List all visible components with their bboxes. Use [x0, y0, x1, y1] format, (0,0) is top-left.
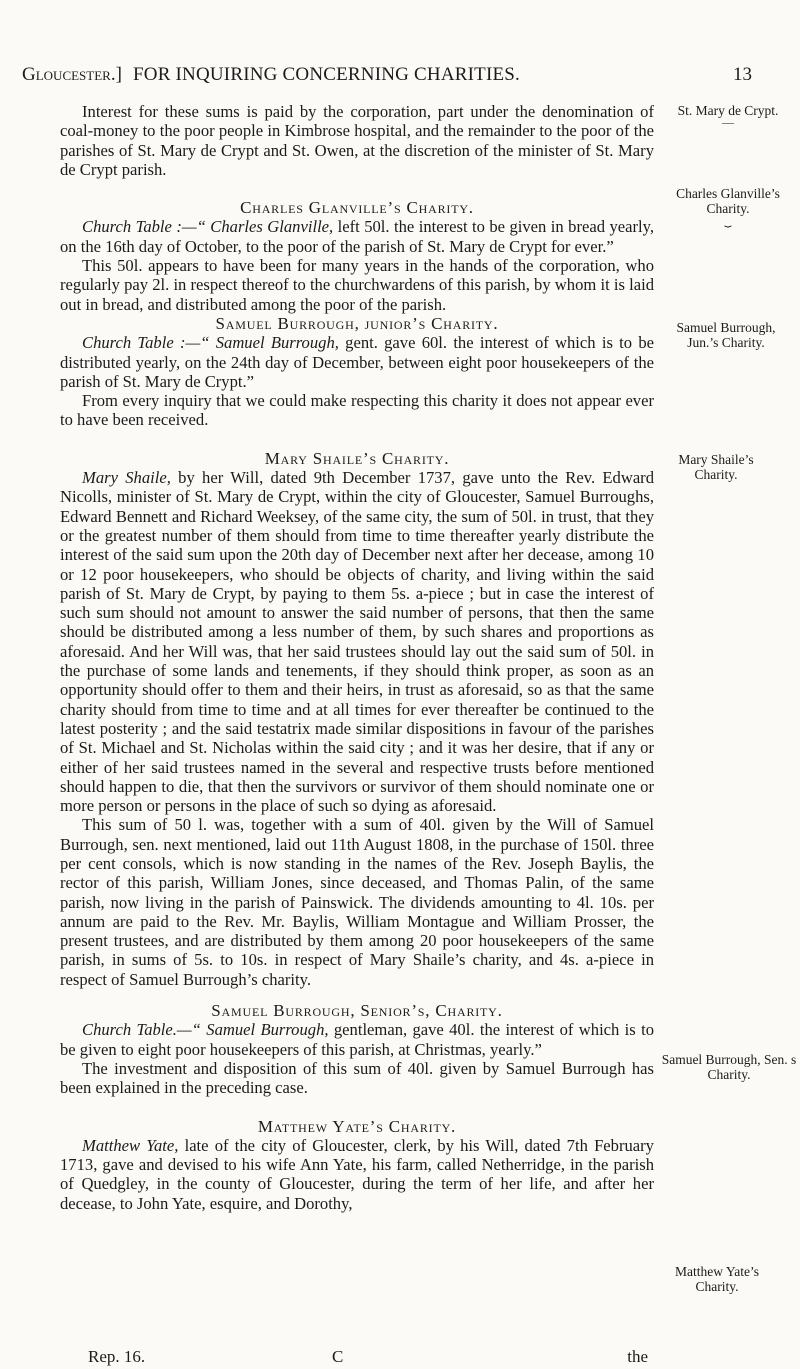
donor-name: Charles Glanville, — [210, 217, 334, 237]
margin-note-glanville — [664, 186, 792, 227]
body-text: gentleman, gave 40l. the interest of which is to be given to eight poor housekeepers of this parish, at Christmas, yearly.” — [60, 1020, 654, 1059]
margin-note-text: Mary Shaile’s Charity. — [678, 452, 754, 482]
paragraph-yate-will — [60, 1136, 654, 1213]
donor-name: Samuel Burrough, — [206, 1020, 329, 1040]
paragraph-burrough-senior-table — [60, 1020, 654, 1059]
donor-name: Matthew Yate, — [82, 1135, 179, 1155]
lead-text: Church Table.—“ — [82, 1020, 207, 1040]
body-text: late of the city of Gloucester, clerk, by his Will, dated 7th February 1713, gave and devised to his wife Ann Yate, his farm, called Netherridge, in the parish of Quedgley, in the county of Gloucester, during the term of her life, and after her decease, to John Yate, esquire, and Dorothy, — [60, 1135, 654, 1213]
paragraph-shaile-will — [60, 468, 654, 815]
county-heading: Gloucester.] — [22, 64, 122, 85]
paragraph-intro: Interest for these sums is paid by the corporation, part under the denomination of coal-money to the poor people in Kimbrose hospital, and the remainder to the poor of the parishes of St. Mary de Crypt and St. Owen, at the discretion of the minister of St. Mary de Crypt parish. — [60, 102, 654, 179]
paragraph-shaile-detail: This sum of 50 l. was, together with a sum of 40l. given by the Will of Samuel Burrough, sen. next mentioned, laid out 11th August 1808, in the purchase of 150l. three per cent consols, which is now standing in the names of the Rev. Joseph Baylis, the rector of this parish, William Jones, since deceased, and Thomas Palin, of the same parish, now living in the parish of Painswick. The dividends amounting to 4l. 10s. per annum are paid to the Rev. Mr. Baylis, William Montague and William Prosser, the present trustees, and are distributed by them among 20 poor housekeepers of the same parish, in sums of 5s. to 10s. in respect of Mary Shaile’s charity, and 4s. a-piece in respect of Samuel Burrough’s charity. — [60, 815, 654, 989]
running-header — [22, 64, 752, 88]
paragraph-burrough-junior-detail: From every inquiry that we could make respecting this charity it does not appear ever to have been received. — [60, 391, 654, 430]
body-text: by her Will, dated 9th December 1737, gave unto the Rev. Edward Nicolls, minister of St. Mary de Crypt, within the city of Gloucester, Samuel Burroughs, Edward Bennett and Richard Weeksey, of the same city, the sum of 50l. in trust, that they or the greatest number of them should from time to time thereafter yearly distribute the interest of the said sum upon the 20th day of December next after her decease, among 10 or 12 poor housekeepers, who should be objects of charity, and living within the said parish of St. Mary de Crypt, by paying to them 5s. a-piece ; but in case the interest of such sum should not amount to answer the said number of persons, that then the same should be distributed among a less number of them, by such shares and proportions as aforesaid. And her Will was, that her said trustees should lay out the said sum of 50l. in the purchase of some lands and tenements, if they should think proper, as soon as an opportunity should offer to them and their heirs, in trust as aforesaid, so as that the same charity should from time to time and at all times for ever thereafter be continued to the latest posterity ; and the said testatrix made similar dispositions in favour of the parishes of St. Michael and St. Nicholas within the said city ; and it was her desire, that if any or either of her said trustees named in the several and respective trusts before mentioned should happen to die, that then the survivors or survivor of them should nominate one or more person or persons in the place of such so dying as aforesaid. — [60, 468, 655, 816]
margin-note-burrough-senior — [660, 1052, 798, 1082]
body-text: gent. gave 60l. the interest of which is to be distributed yearly, on the 24th day of December, between eight poor housekeepers of the parish of St. Mary de Crypt.” — [60, 333, 654, 391]
page-number: 13 — [733, 64, 752, 85]
margin-note-text: Charles Glanville’s Charity. — [676, 186, 780, 216]
catchword: the — [627, 1347, 648, 1366]
margin-note-text: St. Mary de Crypt. — [677, 103, 779, 118]
signature-mark: C — [332, 1347, 344, 1366]
heading-shaile: Mary Shaile’s Charity. — [264, 448, 450, 468]
paragraph-burrough-junior-table — [60, 333, 654, 391]
paragraph-burrough-senior-detail: The investment and disposition of this sum of 40l. given by Samuel Burrough has been explained in the preceding case. — [60, 1058, 654, 1098]
main-text — [60, 102, 654, 1213]
heading-burrough-junior: Samuel Burrough, junior’s Charity. — [215, 313, 499, 333]
heading-yate: Matthew Yate’s Charity. — [257, 1116, 457, 1136]
heading-burrough-senior: Samuel Burrough, Senior’s, Charity. — [211, 1001, 503, 1021]
heading-glanville: Charles Glanville’s Charity. — [240, 198, 474, 218]
donor-name: Samuel Burrough, — [215, 333, 339, 353]
margin-note-text: Samuel Burrough, Sen. s Charity. — [661, 1052, 797, 1082]
report-number: Rep. 16. — [88, 1347, 146, 1366]
donor-name: Mary Shaile, — [82, 468, 171, 488]
lead-text: Church Table :—“ — [82, 333, 216, 353]
paragraph-glanville-detail: This 50l. appears to have been for many years in the hands of the corporation, who regularly pay 2l. in respect thereof to the churchwardens of this parish, by whom it is laid out in bread, and distributed among the poor of the parish. — [60, 256, 654, 314]
margin-note-burrough-junior — [662, 320, 790, 350]
lead-text: Church Table :—“ — [82, 217, 211, 237]
margin-note-text: Matthew Yate’s Charity. — [675, 1264, 759, 1294]
paragraph-glanville-table — [60, 217, 654, 256]
dash-mark: — — [722, 115, 734, 129]
margin-note-shaile — [672, 452, 760, 482]
margin-note-crypt — [657, 103, 799, 129]
brace-mark: ⏟ — [724, 213, 732, 227]
body-text: left 50l. the interest to be given in bread yearly, on the 16th day of October, to the poor of the parish of St. Mary de Crypt for ever.” — [60, 217, 654, 256]
margin-note-yate — [672, 1264, 762, 1294]
margin-note-text: Samuel Burrough, Jun.’s Charity. — [676, 320, 776, 350]
page-title: FOR INQUIRING CONCERNING CHARITIES. — [133, 64, 520, 85]
